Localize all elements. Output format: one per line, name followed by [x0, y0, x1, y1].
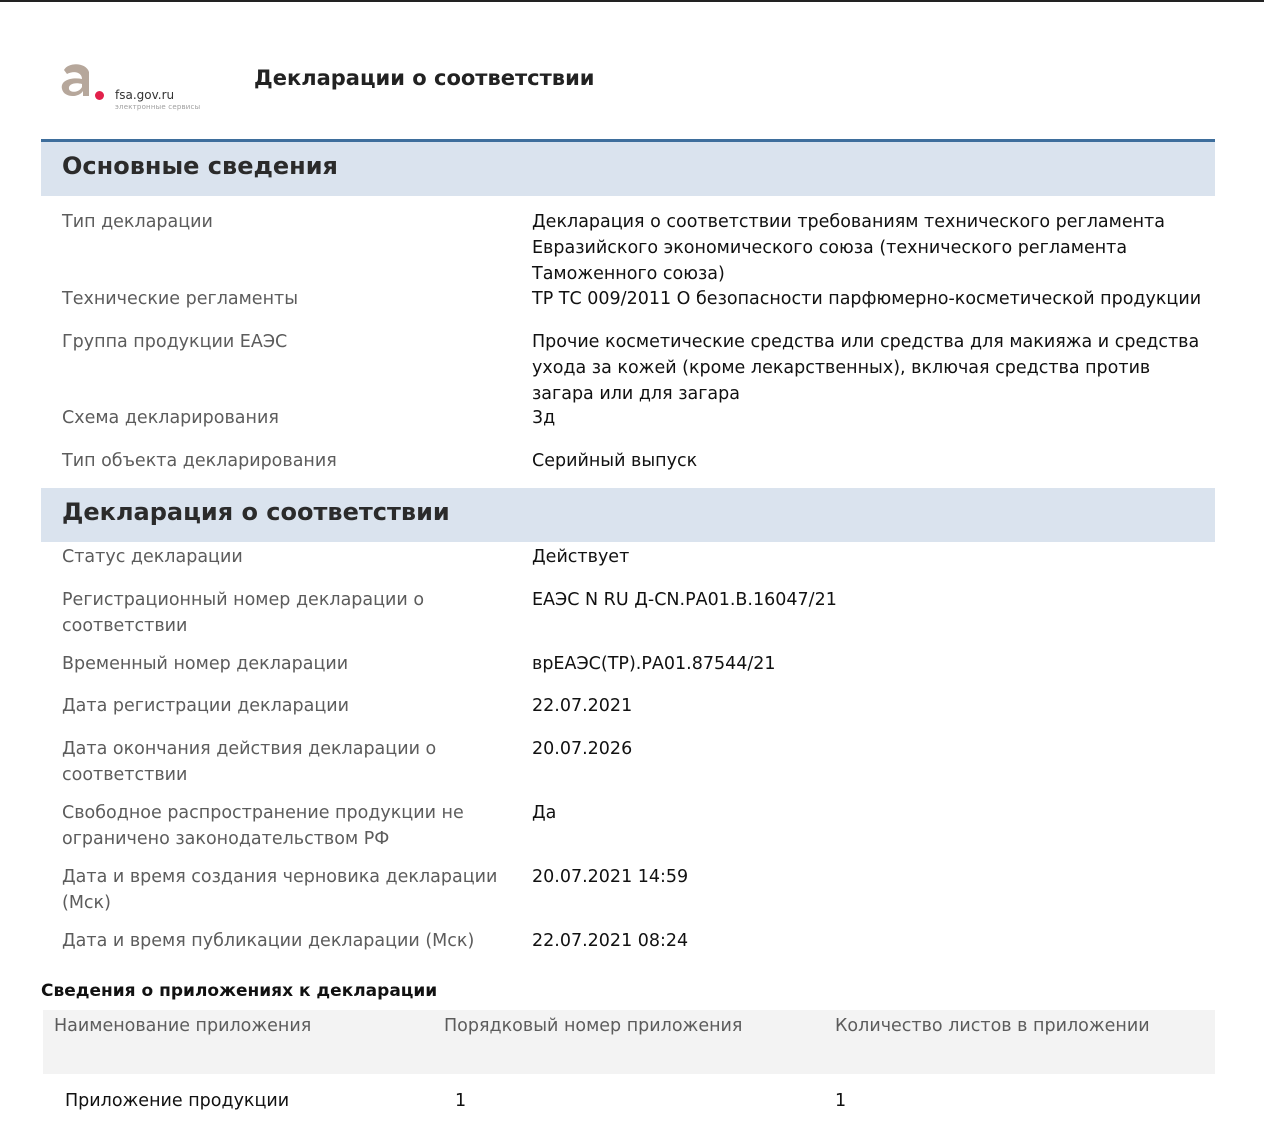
field-value-draft-created: 20.07.2021 14:59 [532, 867, 689, 887]
attachments-title: Сведения о приложениях к декларации [41, 981, 438, 1001]
fsa-logo [58, 60, 208, 114]
section-title-declaration: Декларация о соответствии [62, 498, 450, 526]
logo-subtitle: электронные сервисы [115, 103, 201, 111]
field-value-expiry-date: 20.07.2026 [532, 739, 633, 759]
table-cell-order-number: 1 [455, 1091, 467, 1111]
field-label-registration-date: Дата регистрации декларации [62, 696, 350, 716]
field-label-status: Статус декларации [62, 547, 243, 567]
field-label-expiry-date: Дата окончания действия декларации о соответствии [62, 739, 437, 785]
column-header-name: Наименование приложения [54, 1016, 312, 1036]
document-title: Декларации о соответствии [254, 66, 595, 90]
field-label-product-group: Группа продукции ЕАЭС [62, 332, 288, 352]
field-value-declaration-scheme: 3д [532, 408, 556, 428]
field-label-free-circulation: Свободное распространение продукции не ограничено законодательством РФ [62, 803, 464, 849]
field-value-declaration-type: Декларация о соответствии требованиям технического регламента Евразийского экономического союза (технического регламента Таможенного союза) [532, 212, 1165, 284]
table-cell-name: Приложение продукции [65, 1091, 290, 1111]
field-label-declaration-type: Тип декларации [62, 212, 213, 232]
section-header-declaration [41, 488, 1215, 542]
logo-domain: fsa.gov.ru [115, 88, 175, 102]
field-value-product-group: Прочие косметические средства или средства для макияжа и средства ухода за кожей (кроме лекарственных), включая средства против загара или для загара [532, 332, 1200, 404]
field-value-registration-date: 22.07.2021 [532, 696, 633, 716]
field-label-registration-number: Регистрационный номер декларации о соответствии [62, 590, 425, 636]
field-value-published: 22.07.2021 08:24 [532, 931, 689, 951]
field-value-free-circulation: Да [532, 803, 557, 823]
section-header-main [41, 142, 1215, 196]
field-label-published: Дата и время публикации декларации (Мск) [62, 931, 475, 951]
field-value-status: Действует [532, 547, 630, 567]
logo-dot [95, 91, 104, 100]
field-label-tech-regulations: Технические регламенты [62, 289, 299, 309]
field-label-object-type: Тип объекта декларирования [62, 451, 337, 471]
field-value-temporary-number: врЕАЭС(ТР).РА01.87544/21 [532, 654, 776, 674]
table-cell-sheet-count: 1 [835, 1091, 847, 1111]
column-header-order-number: Порядковый номер приложения [444, 1016, 743, 1036]
field-value-registration-number: ЕАЭС N RU Д-CN.РА01.В.16047/21 [532, 590, 837, 610]
column-header-sheet-count: Количество листов в приложении [835, 1016, 1150, 1036]
field-value-tech-regulations: ТР ТС 009/2011 О безопасности парфюмерно-косметической продукции [532, 289, 1202, 309]
field-label-draft-created: Дата и время создания черновика декларации (Мск) [62, 867, 498, 913]
section-title-main: Основные сведения [62, 152, 338, 180]
field-label-temporary-number: Временный номер декларации [62, 654, 349, 674]
field-value-object-type: Серийный выпуск [532, 451, 698, 471]
field-label-declaration-scheme: Схема декларирования [62, 408, 279, 428]
top-border [0, 0, 1264, 2]
fsa-logo-icon [58, 60, 98, 104]
